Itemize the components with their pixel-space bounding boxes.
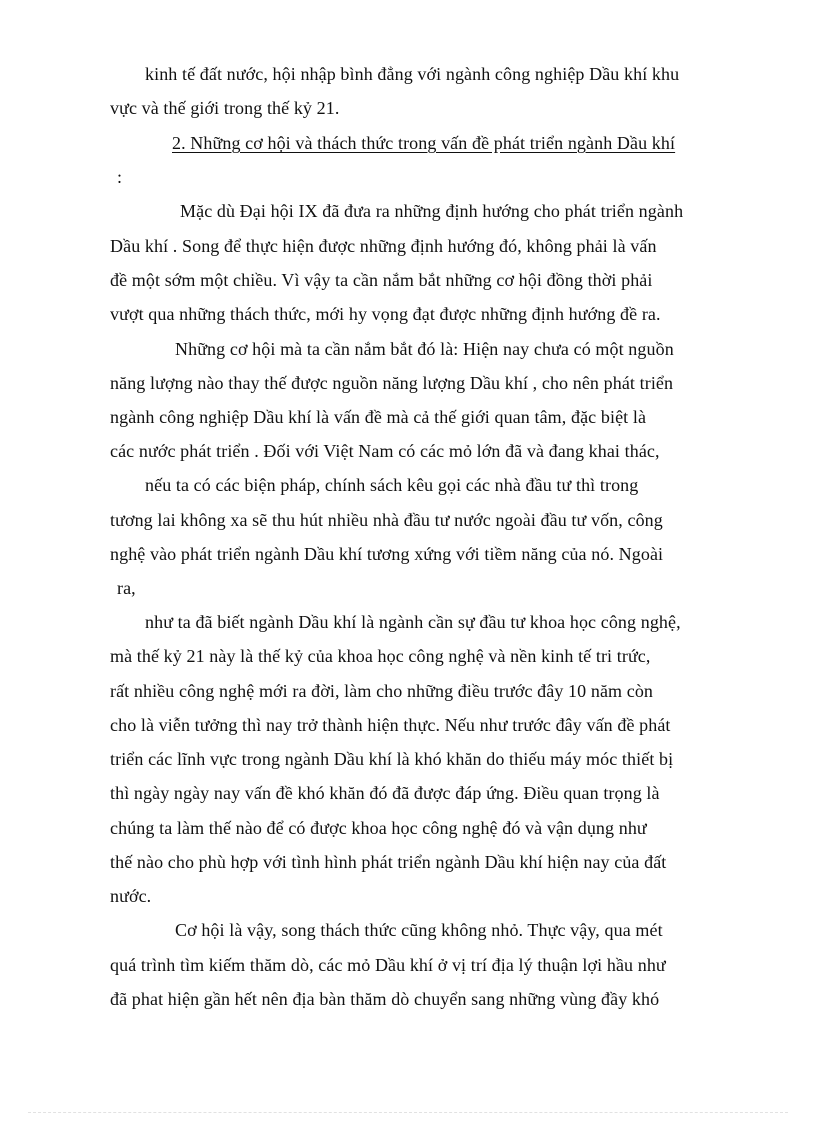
text-line: vực và thế giới trong thế kỷ 21. (110, 98, 340, 118)
text-line: triển các lĩnh vực trong ngành Dầu khí là khó khăn do thiếu máy móc thiết bị (110, 749, 674, 769)
text-line: rất nhiều công nghệ mới ra đời, làm cho những điều trước đây 10 năm còn (110, 681, 654, 701)
text-line: các nước phát triển . Đối với Việt Nam có các mỏ lớn đã và đang khai thác, (110, 441, 660, 461)
text-line: đề một sớm một chiều. Vì vậy ta cần nắm bắt những cơ hội đồng thời phải (110, 270, 653, 290)
text-line: vượt qua những thách thức, mới hy vọng đạt được những định hướng đề ra. (110, 304, 661, 324)
text-line: ngành công nghiệp Dầu khí là vấn đề mà cả thế giới quan tâm, đặc biệt là (110, 407, 647, 427)
text-line: nghệ vào phát triển ngành Dầu khí tương xứng với tiềm năng của nó. Ngoài (110, 544, 664, 564)
text-line: như ta đã biết ngành Dầu khí là ngành cần sự đầu tư khoa học công nghệ, (145, 612, 681, 632)
text-line: đã phat hiện gần hết nên địa bàn thăm dò chuyển sang những vùng đầy khó (110, 989, 660, 1009)
text-line: quá trình tìm kiếm thăm dò, các mỏ Dầu khí ở vị trí địa lý thuận lợi hầu như (110, 955, 666, 975)
text-line: Cơ hội là vậy, song thách thức cũng không nhỏ. Thực vậy, qua mét (175, 920, 663, 940)
text-line: Mặc dù Đại hội IX đã đưa ra những định hướng cho phát triển ngành (180, 201, 684, 221)
text-line: Dầu khí . Song để thực hiện được những định hướng đó, không phải là vấn (110, 236, 657, 256)
text-line: mà thế kỷ 21 này là thế kỷ của khoa học công nghệ và nền kinh tế tri trức, (110, 646, 651, 666)
text-line: nếu ta có các biện pháp, chính sách kêu gọi các nhà đầu tư thì trong (145, 475, 639, 495)
text-line: Những cơ hội mà ta cần nắm bắt đó là: Hiện nay chưa có một nguồn (175, 339, 674, 359)
section-heading-colon: : (117, 167, 123, 187)
text-line: thế nào cho phù hợp với tình hình phát triển ngành Dầu khí hiện nay của đất (110, 852, 667, 872)
text-line: kinh tế đất nước, hội nhập bình đẳng với ngành công nghiệp Dầu khí khu (145, 64, 680, 84)
text-line: chúng ta làm thế nào để có được khoa học công nghệ đó và vận dụng như (110, 818, 647, 838)
section-heading: 2. Những cơ hội và thách thức trong vấn đề phát triển ngành Dầu khí (172, 133, 676, 153)
text-line: năng lượng nào thay thế được nguồn năng lượng Dầu khí , cho nên phát triển (110, 373, 674, 393)
page-bottom-divider (28, 1112, 788, 1113)
text-line: nước. (110, 886, 152, 906)
text-line: ra, (117, 578, 136, 598)
text-line: thì ngày ngày nay vấn đề khó khăn đó đã được đáp ứng. Điều quan trọng là (110, 783, 660, 803)
text-line: cho là viễn tưởng thì nay trở thành hiện thực. Nếu như trước đây vấn đề phát (110, 715, 671, 735)
text-line: tương lai không xa sẽ thu hút nhiều nhà đầu tư nước ngoài đầu tư vốn, công (110, 510, 663, 530)
